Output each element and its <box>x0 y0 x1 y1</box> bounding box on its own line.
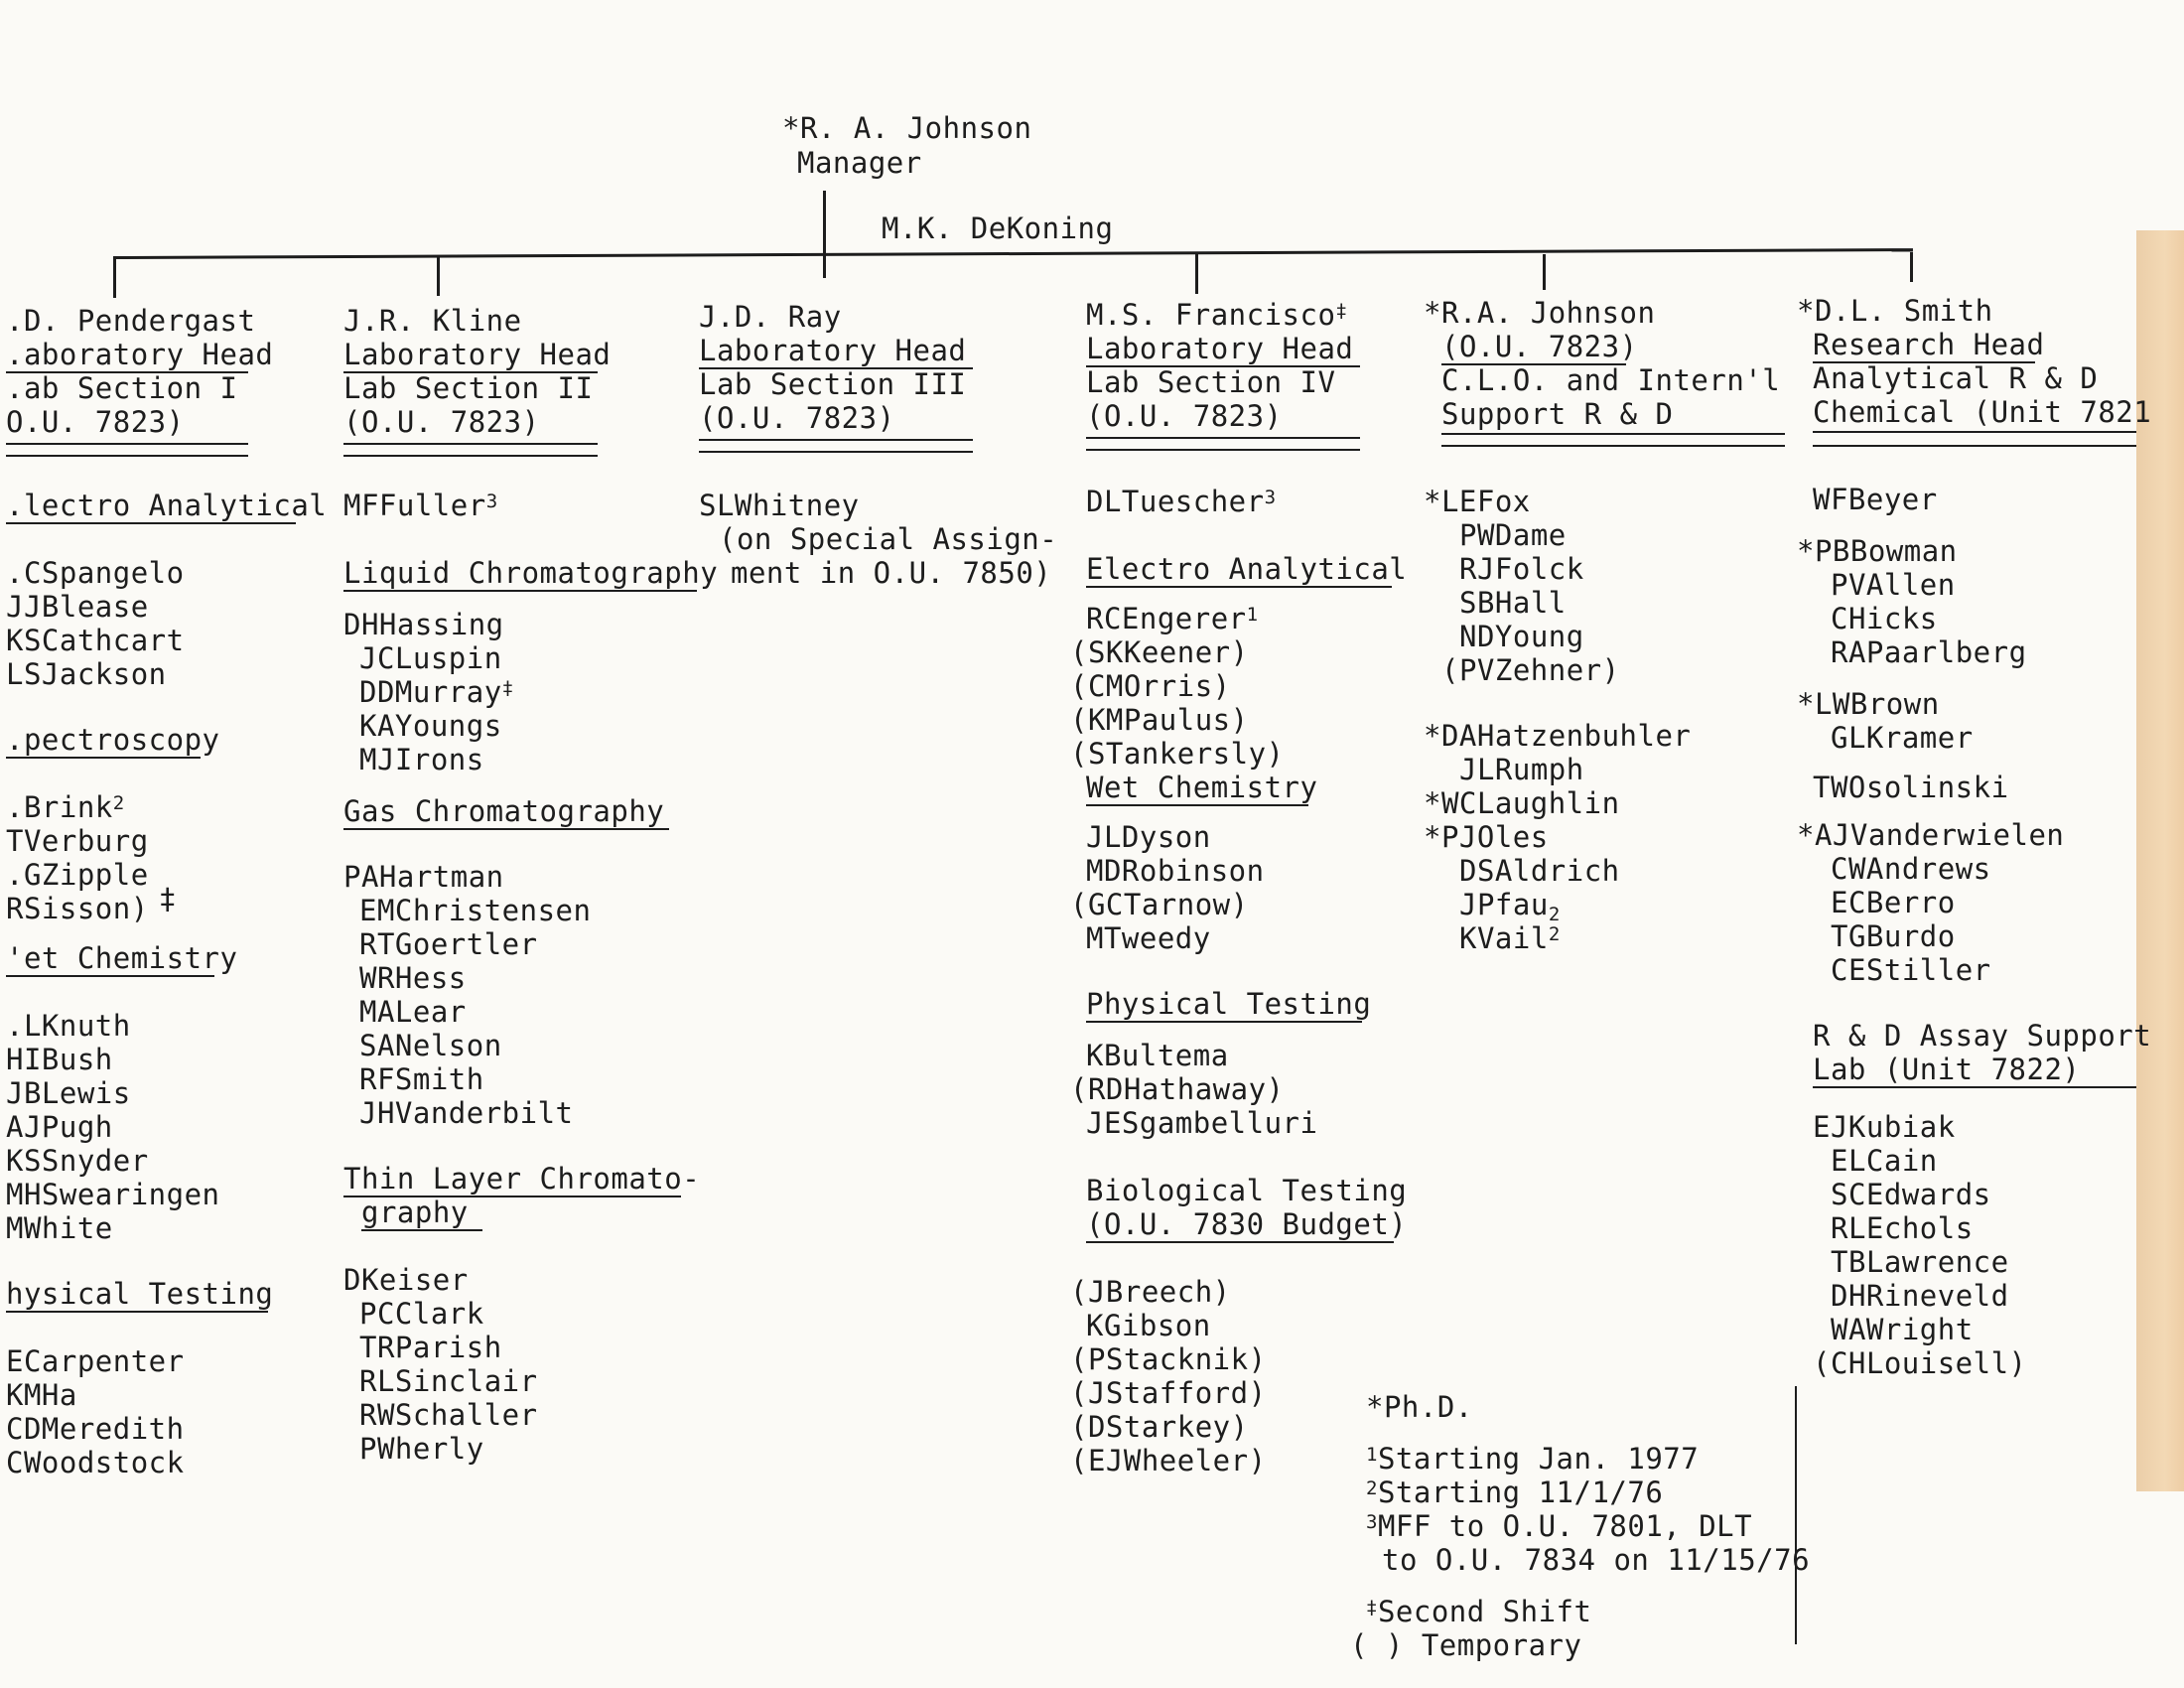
member: RCEngerer$^1$ <box>1086 602 1259 635</box>
member: TBLawrence <box>1831 1245 2009 1279</box>
member: (PStacknik) <box>1070 1342 1267 1376</box>
member: (STankersly) <box>1070 737 1285 771</box>
underline <box>343 443 598 445</box>
member: TRParish <box>359 1331 502 1364</box>
member: (CMOrris) <box>1070 669 1231 703</box>
member: JBLewis <box>6 1076 131 1110</box>
col6-header-dept: Analytical R & D <box>1813 361 2099 395</box>
underline <box>699 439 973 441</box>
member: KMHa <box>6 1378 77 1412</box>
member: HIBush <box>6 1043 113 1076</box>
underline <box>699 451 973 453</box>
sublab-title-cont: Lab (Unit 7822) <box>1813 1053 2081 1086</box>
member: *DAHatzenbuhler <box>1424 719 1692 753</box>
member: DKeiser <box>343 1263 469 1297</box>
col1-header-name: .D. Pendergast <box>6 304 256 338</box>
member: CWoodstock <box>6 1446 185 1479</box>
member: RTGoertler <box>359 927 538 961</box>
member: RAPaarlberg <box>1831 635 2027 669</box>
col2-header-role: Laboratory Head <box>343 338 612 371</box>
member: SBHall <box>1459 586 1567 620</box>
member: JESgambelluri <box>1086 1106 1318 1140</box>
member: MHSwearingen <box>6 1178 220 1211</box>
member: KGibson <box>1086 1309 1211 1342</box>
col6-header-name: *D.L. Smith <box>1797 294 1993 328</box>
member: WAWright <box>1831 1313 1974 1346</box>
dagger-mark: ‡ <box>501 677 514 699</box>
member: RSisson) <box>6 892 149 925</box>
lead-note: ment in O.U. 7850) <box>731 556 1052 590</box>
member: EMChristensen <box>359 894 592 927</box>
group-title: 'et Chemistry <box>6 941 238 975</box>
member: AJPugh <box>6 1110 113 1144</box>
footnote-mark: 2 <box>112 792 125 814</box>
col5-header-dept: C.L.O. and Intern'l <box>1441 363 1781 397</box>
col5-header-name: *R.A. Johnson <box>1424 296 1656 330</box>
member: CEStiller <box>1831 953 1991 987</box>
member: ECarpenter <box>6 1344 185 1378</box>
member: NDYoung <box>1459 620 1584 653</box>
group-title: .lectro Analytical <box>6 489 328 522</box>
member: PAHartman <box>343 860 504 894</box>
member: SANelson <box>359 1029 502 1062</box>
underline <box>6 975 214 977</box>
member: .CSpangelo <box>6 556 185 590</box>
underline <box>6 455 248 457</box>
member: .LKnuth <box>6 1009 131 1043</box>
section-lead: MFFuller$^3$ <box>343 489 498 522</box>
group-title: .pectroscopy <box>6 723 220 757</box>
member: DHHassing <box>343 608 504 641</box>
col4-header-name: M.S. Francisco‡ <box>1086 298 1348 332</box>
drop-col4 <box>1195 254 1198 294</box>
member: .GZipple <box>6 858 149 892</box>
underline <box>1086 1241 1394 1243</box>
section-lead: DLTuescher$^3$ <box>1086 485 1277 518</box>
group-title: Gas Chromatography <box>343 794 665 828</box>
member: MDRobinson <box>1086 854 1265 888</box>
dagger-mark: ‡ <box>1335 300 1348 322</box>
member: TVerburg <box>6 824 149 858</box>
footnote-mark: 1 <box>1246 604 1259 626</box>
col1-header-role: .aboratory Head <box>6 338 274 371</box>
drop-col6 <box>1910 252 1913 282</box>
col5-header-dept2: Support R & D <box>1441 397 1674 431</box>
col4-header-section: Lab Section IV <box>1086 365 1336 399</box>
group-title: Physical Testing <box>1086 987 1372 1021</box>
underline <box>1086 437 1360 439</box>
member: WRHess <box>359 961 467 995</box>
member: RWSchaller <box>359 1398 538 1432</box>
member: LSJackson <box>6 657 167 691</box>
footnote-temporary: ( ) Temporary <box>1350 1628 1582 1662</box>
member: TWOsolinski <box>1813 771 2009 804</box>
member: PWDame <box>1459 518 1567 552</box>
col5-header-ou: (O.U. 7823) <box>1441 330 1638 363</box>
member: *LWBrown <box>1797 687 1940 721</box>
drop-col5 <box>1543 254 1546 290</box>
footnote-1: $^1$Starting Jan. 1977 <box>1366 1442 1700 1476</box>
group-title: Electro Analytical <box>1086 552 1408 586</box>
underline <box>1441 433 1785 435</box>
org-hline <box>113 248 1913 259</box>
group-title: Biological Testing <box>1086 1174 1408 1207</box>
member: *PBBowman <box>1797 534 1958 568</box>
member: CDMeredith <box>6 1412 185 1446</box>
underline <box>6 1311 268 1313</box>
member: DSAldrich <box>1459 854 1620 888</box>
member: EJKubiak <box>1813 1110 1956 1144</box>
col6-header-unit: Chemical (Unit 7821 <box>1813 395 2152 429</box>
drop-col1 <box>113 256 116 298</box>
footnote-mark: 2 <box>1548 923 1561 945</box>
group-title: Thin Layer Chromato- <box>343 1162 701 1196</box>
member: MTweedy <box>1086 921 1211 955</box>
drop-col2 <box>437 256 440 296</box>
underline <box>1813 445 2136 447</box>
member: RFSmith <box>359 1062 484 1096</box>
member: DDMurray‡ <box>359 675 514 709</box>
col3-header-section: Lab Section III <box>699 367 967 401</box>
underline <box>343 455 598 457</box>
member: TGBurdo <box>1831 919 1956 953</box>
member: (JBreech) <box>1070 1275 1231 1309</box>
section-lead: SLWhitney <box>699 489 860 522</box>
member: PCClark <box>359 1297 484 1331</box>
col1-header-ou: O.U. 7823) <box>6 405 185 439</box>
footnote-2: $^2$Starting 11/1/76 <box>1366 1476 1664 1509</box>
member: KSCathcart <box>6 624 185 657</box>
member: JCLuspin <box>359 641 502 675</box>
member: KAYoungs <box>359 709 502 743</box>
member: (SKKeener) <box>1070 635 1249 669</box>
member: DHRineveld <box>1831 1279 2009 1313</box>
col1-header-section: .ab Section I <box>6 371 238 405</box>
member: (GCTarnow) <box>1070 888 1249 921</box>
footnote-mark: 3 <box>485 491 498 512</box>
member: JJBlease <box>6 590 149 624</box>
underline <box>6 443 248 445</box>
member: *AJVanderwielen <box>1797 818 2065 852</box>
group-title-cont: graphy <box>361 1196 469 1229</box>
member: JLDyson <box>1086 820 1211 854</box>
col2-header-name: J.R. Kline <box>343 304 522 338</box>
member: JPfau$_2$ <box>1459 888 1561 925</box>
underline <box>361 1229 482 1231</box>
member: RLEchols <box>1831 1211 1974 1245</box>
manager-connector <box>823 191 826 278</box>
member: MJIrons <box>359 743 484 776</box>
member: (EJWheeler) <box>1070 1444 1267 1477</box>
dagger-mark: ‡ <box>159 882 177 915</box>
member: (CHLouisell) <box>1813 1346 2027 1380</box>
underline <box>343 590 697 592</box>
underline <box>1086 1021 1362 1023</box>
member: *PJOles <box>1424 820 1549 854</box>
col3-header-ou: (O.U. 7823) <box>699 401 895 435</box>
member: PWherly <box>359 1432 484 1466</box>
footnote-phd: *Ph.D. <box>1366 1390 1473 1424</box>
member: JHVanderbilt <box>359 1096 574 1130</box>
col3-header-name: J.D. Ray <box>699 300 842 334</box>
underline <box>1441 445 1785 447</box>
underline <box>1086 804 1308 806</box>
member: (PVZehner) <box>1441 653 1620 687</box>
underline <box>1086 449 1360 451</box>
member: (JStafford) <box>1070 1376 1267 1410</box>
assistant-name: M.K. DeKoning <box>882 211 1114 245</box>
footnote-3: $^3$MFF to O.U. 7801, DLT <box>1366 1509 1753 1543</box>
member: CHicks <box>1831 602 1938 635</box>
member: *WCLaughlin <box>1424 786 1620 820</box>
member: (KMPaulus) <box>1070 703 1249 737</box>
underline <box>1086 586 1392 588</box>
col6-header-role: Research Head <box>1813 328 2045 361</box>
member: WFBeyer <box>1813 483 1938 516</box>
member: PVAllen <box>1831 568 1956 602</box>
manager-name: *R. A. Johnson <box>782 111 1032 145</box>
footnote-mark: 3 <box>1264 487 1277 508</box>
underline <box>1813 1086 2136 1088</box>
lead-note: (on Special Assign- <box>719 522 1058 556</box>
footnote-3-cont: to O.U. 7834 on 11/15/76 <box>1382 1543 1811 1577</box>
member: (RDHathaway) <box>1070 1072 1285 1106</box>
underline <box>1813 431 2136 433</box>
col2-header-section: Lab Section II <box>343 371 594 405</box>
col4-header-ou: (O.U. 7823) <box>1086 399 1283 433</box>
group-title: hysical Testing <box>6 1277 274 1311</box>
col2-header-ou: (O.U. 7823) <box>343 405 540 439</box>
member: RLSinclair <box>359 1364 538 1398</box>
group-title: Liquid Chromatography <box>343 556 719 590</box>
member: KBultema <box>1086 1039 1229 1072</box>
member: ECBerro <box>1831 886 1956 919</box>
member: SCEdwards <box>1831 1178 1991 1211</box>
member: GLKramer <box>1831 721 1974 755</box>
member: (DStarkey) <box>1070 1410 1249 1444</box>
group-title: Wet Chemistry <box>1086 771 1318 804</box>
member: KVail$^2$ <box>1459 921 1561 955</box>
sublab-title: R & D Assay Support <box>1813 1019 2152 1053</box>
underline <box>6 757 201 759</box>
member: MALear <box>359 995 467 1029</box>
member: JLRumph <box>1459 753 1584 786</box>
col3-header-role: Laboratory Head <box>699 334 967 367</box>
col4-header-role: Laboratory Head <box>1086 332 1354 365</box>
footnote-mark: 2 <box>1548 904 1561 925</box>
member: RJFolck <box>1459 552 1584 586</box>
member: ELCain <box>1831 1144 1938 1178</box>
member: *LEFox <box>1424 485 1531 518</box>
divider-vertical <box>1795 1386 1797 1644</box>
footnote-dagger: ‡Second Shift <box>1366 1595 1592 1628</box>
member: MWhite <box>6 1211 113 1245</box>
group-title-cont: (O.U. 7830 Budget) <box>1086 1207 1408 1241</box>
underline <box>6 522 296 524</box>
underline <box>343 828 669 830</box>
manager-title: Manager <box>797 146 922 180</box>
member: KSSnyder <box>6 1144 149 1178</box>
member: .Brink$^2$ <box>6 790 125 824</box>
member: CWAndrews <box>1831 852 1991 886</box>
